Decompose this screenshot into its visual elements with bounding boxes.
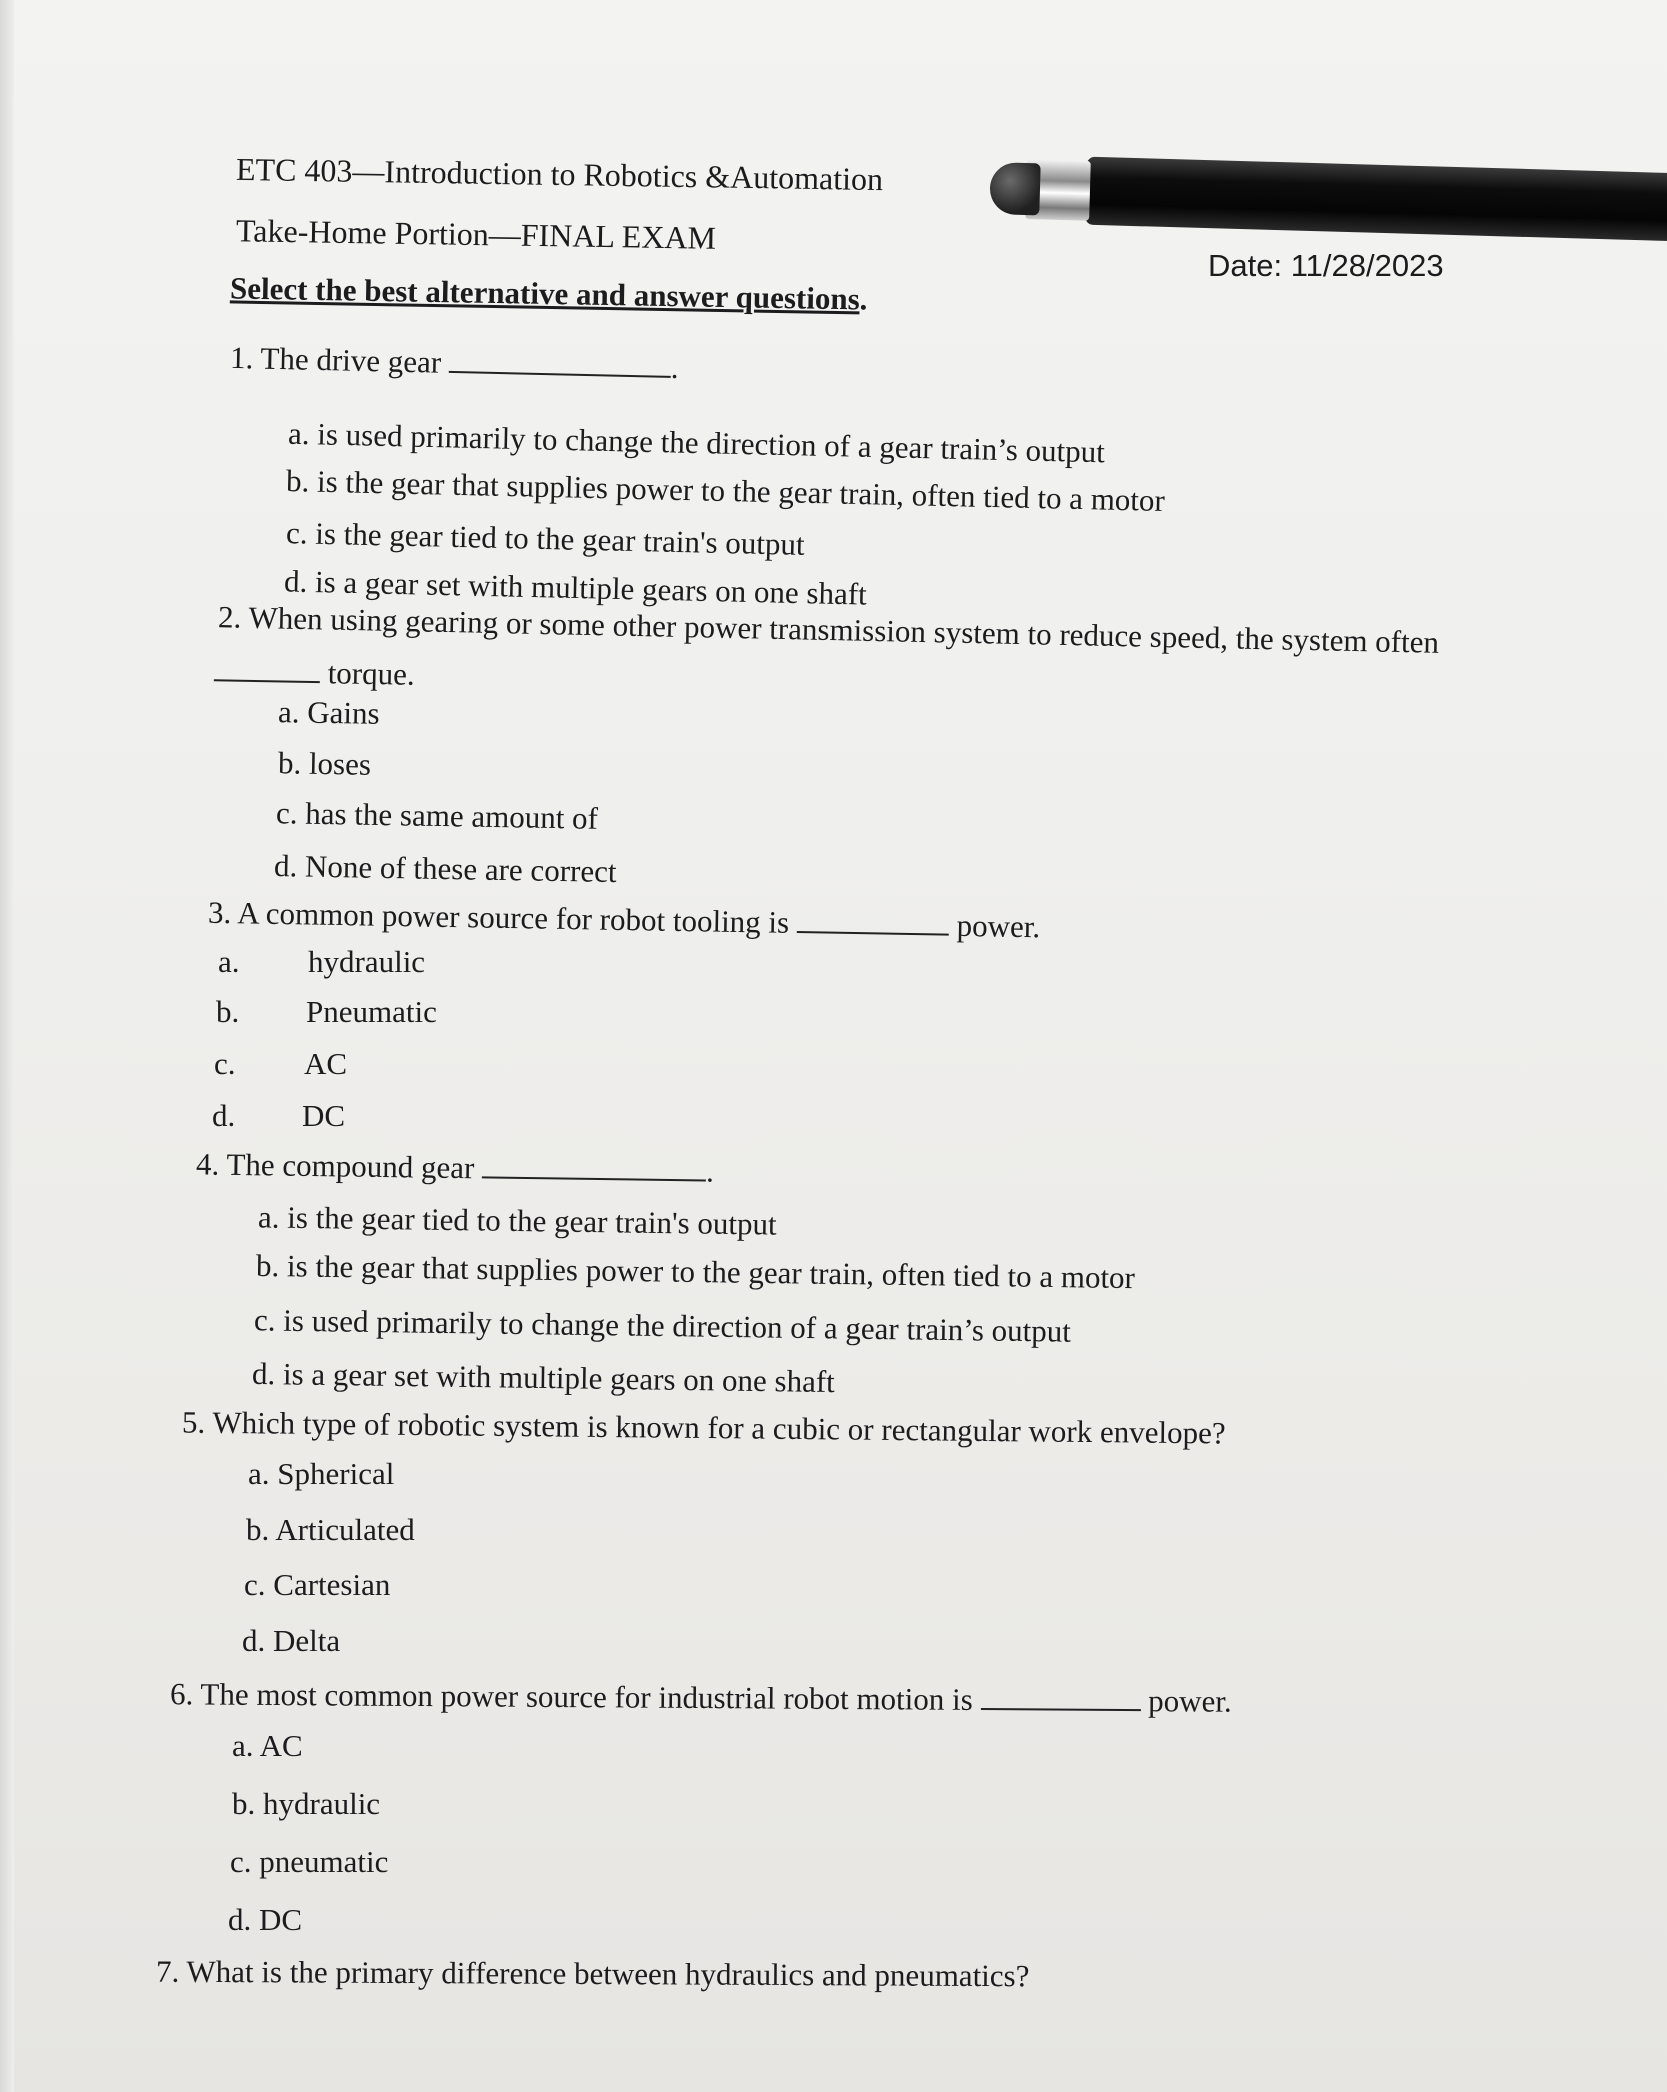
q5-option-d[interactable]: d. Delta	[242, 1623, 341, 1658]
question-continuation: torque.	[327, 655, 415, 692]
pen-tip	[989, 162, 1040, 215]
question-number: 2.	[217, 599, 242, 635]
q1-option-a[interactable]: a. is used primarily to change the direction of a gear train’s output	[287, 415, 1106, 470]
q1-option-c[interactable]: c. is the gear tied to the gear train's output	[285, 515, 805, 562]
q6-option-b[interactable]: b. hydraulic	[232, 1786, 381, 1821]
q4-option-c[interactable]: c. is used primarily to change the direction of a gear train’s output	[253, 1302, 1072, 1349]
q2-option-c[interactable]: c. has the same amount of	[275, 795, 599, 836]
question-number: 3.	[207, 894, 232, 931]
q3-option-d[interactable]: d. DC	[212, 1098, 346, 1133]
question-text: The most common power source for industrial robot motion is	[200, 1676, 973, 1717]
question-text: What is the primary difference between hydraulics and pneumatics?	[186, 1953, 1030, 1994]
question-number: 5.	[181, 1404, 206, 1440]
q3-option-b[interactable]: b. Pneumatic	[216, 994, 437, 1029]
question-suffix: .	[670, 349, 680, 386]
q6-option-c[interactable]: c. pneumatic	[230, 1844, 389, 1879]
question-suffix: power.	[956, 907, 1041, 945]
answer-blank[interactable]	[214, 679, 320, 683]
q2-option-d[interactable]: d. None of these are correct	[273, 848, 617, 889]
question-number: 7.	[155, 1953, 180, 1989]
exam-date: Date: 11/28/2023	[1208, 248, 1444, 283]
question-number: 6.	[169, 1676, 194, 1712]
q3-option-c[interactable]: c. AC	[214, 1046, 348, 1081]
question-4	[195, 1146, 715, 1189]
q4-option-a[interactable]: a. is the gear tied to the gear train's output	[257, 1199, 777, 1242]
pen-body	[1085, 157, 1667, 242]
question-text: A common power source for robot tooling is	[237, 895, 790, 940]
course-title: ETC 403—Introduction to Robotics &Automation	[235, 150, 884, 198]
q2-option-a[interactable]: a. Gains	[277, 694, 380, 731]
q4-option-b[interactable]: b. is the gear that supplies power to the gear train, often tied to a motor	[255, 1247, 1136, 1296]
instruction-text: Select the best alternative and answer questions	[229, 270, 860, 317]
answer-blank[interactable]	[449, 371, 671, 378]
instruction-period: .	[859, 281, 868, 317]
q5-option-b[interactable]: b. Articulated	[246, 1512, 415, 1547]
q1-option-b[interactable]: b. is the gear that supplies power to the gear train, often tied to a motor	[285, 463, 1166, 518]
q5-option-c[interactable]: c. Cartesian	[244, 1567, 391, 1602]
q3-option-a[interactable]: a. hydraulic	[218, 944, 426, 979]
answer-blank[interactable]	[482, 1176, 706, 1181]
question-suffix: .	[705, 1153, 715, 1189]
question-suffix: power.	[1148, 1683, 1232, 1719]
paper-edge	[0, 0, 14, 2092]
q6-option-a[interactable]: a. AC	[232, 1728, 303, 1763]
question-text: Which type of robotic system is known for a cubic or rectangular work envelope?	[212, 1404, 1226, 1451]
answer-blank[interactable]	[980, 1708, 1140, 1711]
question-text: When using gearing or some other power transmission system to reduce speed, the system often	[248, 599, 1440, 660]
q1-option-d[interactable]: d. is a gear set with multiple gears on one shaft	[283, 563, 868, 612]
q2-option-b[interactable]: b. loses	[277, 745, 372, 782]
question-number: 1.	[229, 339, 254, 376]
question-2-continuation	[214, 655, 415, 692]
exam-subtitle: Take-Home Portion—FINAL EXAM	[235, 212, 717, 256]
question-text: The compound gear	[226, 1146, 475, 1186]
question-number: 4.	[195, 1146, 220, 1182]
answer-blank[interactable]	[797, 931, 949, 936]
q6-option-d[interactable]: d. DC	[228, 1902, 303, 1937]
q4-option-d[interactable]: d. is a gear set with multiple gears on one shaft	[251, 1355, 836, 1400]
question-text: The drive gear	[260, 340, 442, 380]
question-6	[169, 1676, 1232, 1719]
question-7	[155, 1953, 1030, 1994]
q5-option-a[interactable]: a. Spherical	[248, 1456, 395, 1491]
